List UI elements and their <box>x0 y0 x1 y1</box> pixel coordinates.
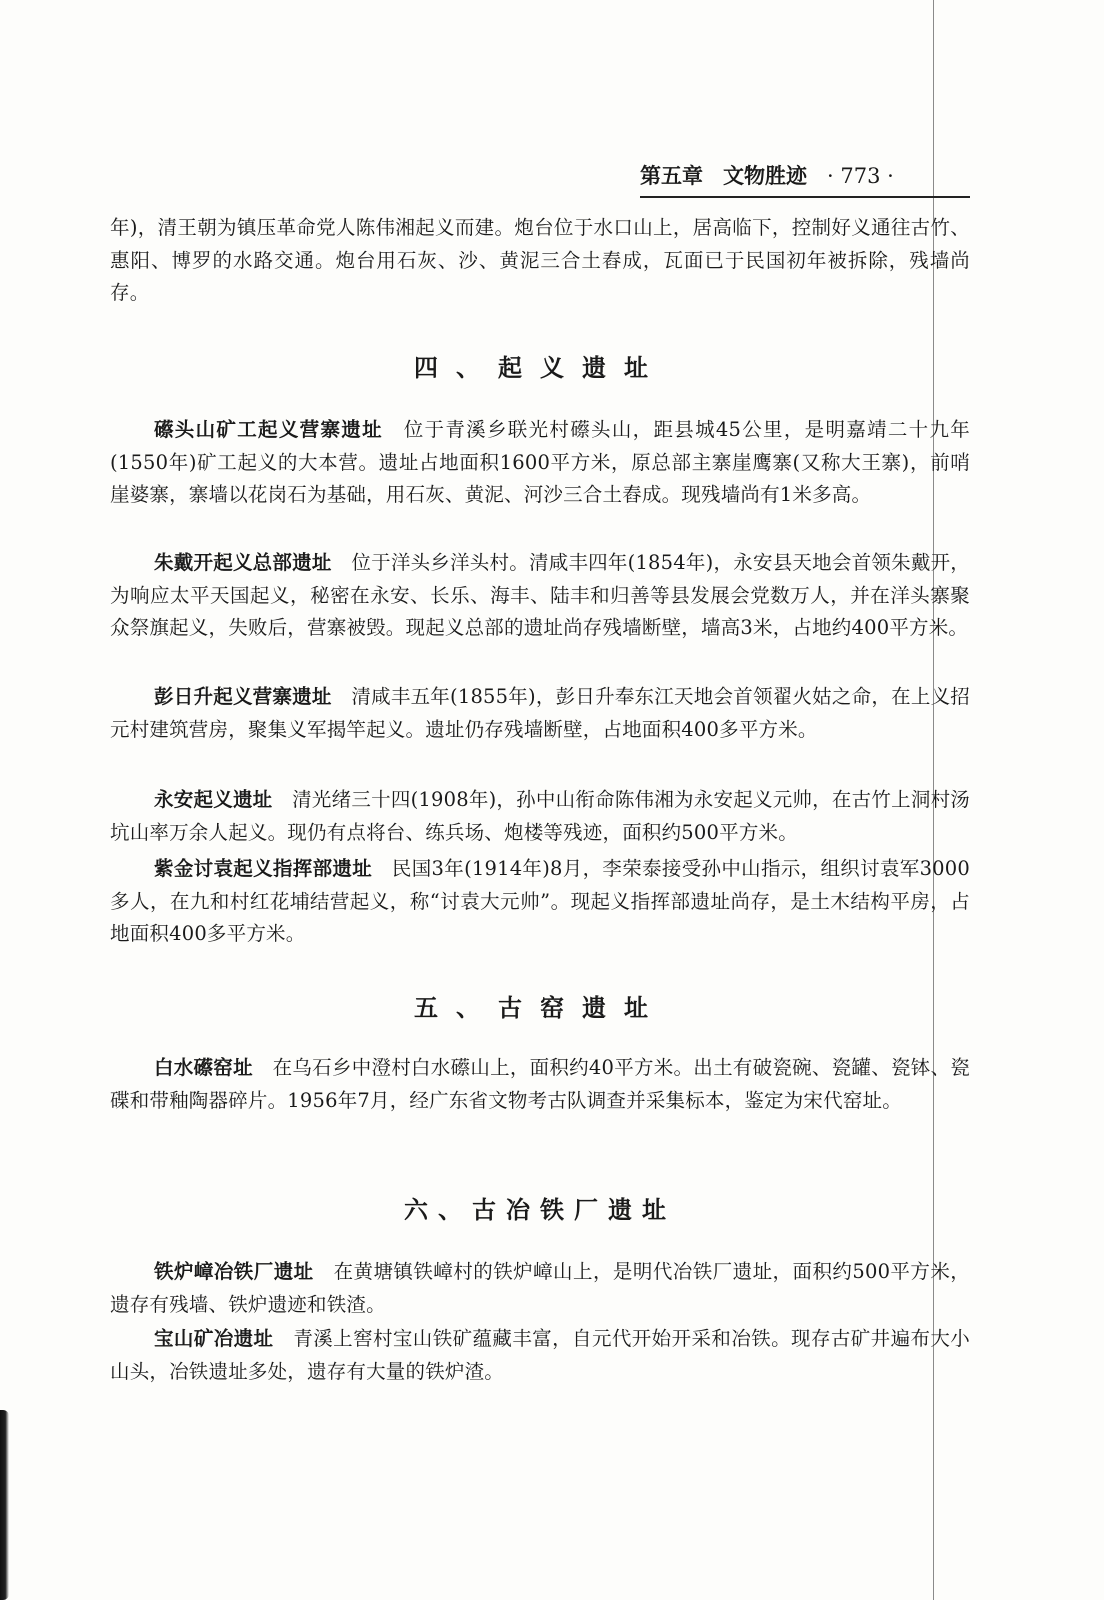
section-heading-uprising-sites: 四、起义遗址 <box>414 353 666 382</box>
header-rule <box>640 196 970 198</box>
entry-text: 位于洋头乡洋头村。清咸丰四年(1854年)，永安县天地会首领朱戴开，为响应太平天国起义，秘密在永安、长乐、海丰、陆丰和归善等县发展会党数万人，并在洋头寨聚众祭旗起义，失败后，营寨被毁。现起义总部的遗址尚存残墙断壁，墙高3米，占地约400平方米。 <box>110 551 971 640</box>
entry-text: 清光绪三十四(1908年)，孙中山衔命陈伟湘为永安起义元帅，在古竹上洞村汤坑山率万余人起义。现仍有点将台、练兵场、炮楼等残迹，面积约500平方米。 <box>110 788 971 844</box>
entry-paragraph <box>110 853 970 951</box>
entry-paragraph <box>110 547 970 645</box>
section-heading-kiln-sites: 五、古窑遗址 <box>414 993 666 1022</box>
entry-term: 朱戴开起义总部遗址 <box>154 551 332 574</box>
chapter-label: 第五章 <box>640 163 703 188</box>
entry-term: 礤头山矿工起义营寨遗址 <box>154 418 383 441</box>
entry-text: 青溪上窖村宝山铁矿蕴藏丰富，自元代开始开采和冶铁。现存古矿井遍布大小山头，冶铁遗址多处，遗存有大量的铁炉渣。 <box>110 1327 970 1383</box>
entry-paragraph <box>110 784 970 849</box>
entry-text: 位于青溪乡联光村礤头山，距县城45公里，是明嘉靖二十九年(1550年)矿工起义的大本营。遗址占地面积1600平方米，原总部主寨崖鹰寨(又称大王寨)，前哨崖婆寨，寨墙以花岗石为基础，用石灰、黄泥、河沙三合土舂成。现残墙尚有1米多高。 <box>110 418 970 507</box>
entry-text: 民国3年(1914年)8月，李荣泰接受孙中山指示，组织讨袁军3000多人，在九和村红花埔结营起义，称“讨袁大元帅”。现起义指挥部遗址尚存，是土木结构平房，占地面积400多平方米。 <box>110 857 971 946</box>
chapter-title: 文物胜迹 <box>723 163 807 188</box>
entry-text: 清咸丰五年(1855年)，彭日升奉东江天地会首领翟火姑之命，在上义招元村建筑营房，聚集义军揭竿起义。遗址仍存残墙断壁，占地面积400多平方米。 <box>110 685 971 741</box>
entry-paragraph <box>110 414 970 512</box>
entry-term: 彭日升起义营寨遗址 <box>154 685 332 708</box>
intro-paragraph: 年)，清王朝为镇压革命党人陈伟湘起义而建。炮台位于水口山上，居高临下，控制好义通往古竹、惠阳、博罗的水路交通。炮台用石灰、沙、黄泥三合土舂成，瓦面已于民国初年被拆除，残墙尚存。 <box>110 216 970 305</box>
entry-term: 紫金讨袁起义指挥部遗址 <box>154 857 373 880</box>
page-number: · 773 · <box>827 164 894 188</box>
entry-paragraph <box>110 1323 970 1388</box>
section-heading-ironworks-sites: 六、古冶铁厂遗址 <box>404 1195 676 1224</box>
entry-text: 在黄塘镇铁嶂村的铁炉嶂山上，是明代冶铁厂遗址，面积约500平方米，遗存有残墙、铁炉遗迹和铁渣。 <box>110 1260 970 1316</box>
scan-binding-shadow <box>0 1410 9 1600</box>
entry-term: 铁炉嶂冶铁厂遗址 <box>154 1260 314 1283</box>
entry-term: 白水礤窑址 <box>154 1056 253 1079</box>
entry-term: 永安起义遗址 <box>154 788 273 811</box>
entry-paragraph <box>110 681 970 746</box>
entry-paragraph <box>110 1256 970 1321</box>
entry-paragraph <box>110 1052 970 1117</box>
entry-text: 在乌石乡中澄村白水礤山上，面积约40平方米。出土有破瓷碗、瓷罐、瓷钵、瓷碟和带釉陶器碎片。1956年7月，经广东省文物考古队调查并采集标本，鉴定为宋代窑址。 <box>110 1056 970 1112</box>
entry-term: 宝山矿冶遗址 <box>154 1327 274 1350</box>
